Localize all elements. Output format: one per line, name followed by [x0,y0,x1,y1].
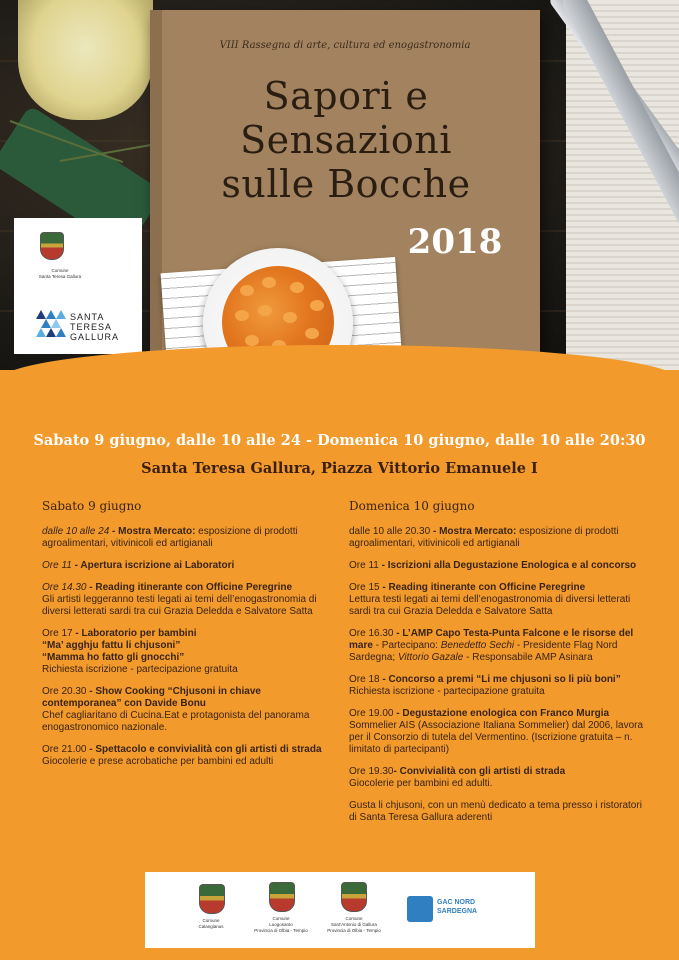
sponsors-footer [145,872,535,948]
santa-teresa-gallura-logo-text: SANTA TERESA GALLURA [70,312,120,342]
saturday-event-3: Ore 14.30 - Reading itinerante con Officine Peregrine Gli artisti leggeranno testi legati ai temi dell’enogastronomia di diversi letterati sardi tra cui Grazia Deledda e Salvatore Satta [42,582,317,617]
gac-logo-icon [407,896,433,922]
title-line-1: Sapori e [263,74,429,118]
saturday-event-2: Ore 11 - Apertura iscrizione ai Laboratori [42,560,235,571]
wine-glass-image [18,0,153,120]
saturday-event-5: Ore 20.30 - Show Cooking “Chjusoni in chiave contemporanea” con Davide Bonu Chef cagliaritano di Cucina.Eat e protagonista del panorama enogastronomico nazionale. [42,686,310,733]
santa-teresa-crest-icon [40,232,64,260]
saturday-event-4: Ore 17 - Laboratorio per bambini “Ma’ agghju fattu li chjusoni” “Mamma ho fatto gli gnocchi” Richiesta iscrizione - partecipazione gratuita [42,628,238,675]
sunday-event-1: dalle 10 alle 20.30 - Mostra Mercato: esposizione di prodotti agroalimentari, vitivinicoli ed artigianali [349,526,619,549]
santantonio-crest-icon [341,882,367,912]
event-title [160,74,532,206]
santantonio-caption: Comune Sant'Antonio di Gallura Provincia di Olbia - Tempio [327,916,381,933]
luogosanto-caption: Comune Luogosanto Provincia di Olbia - Tempio [254,916,308,933]
sunday-program [349,500,649,834]
title-line-2: Sensazioni [240,118,452,162]
sunday-closing-note: Gusta li chjusoni, con un menù dedicato a tema presso i ristoratori di Santa Teresa Gallura aderenti [349,800,642,823]
saturday-event-1: dalle 10 alle 24 - Mostra Mercato: esposizione di prodotti agroalimentari, vitivinicoli ed artigianali [42,526,298,549]
sunday-event-3: Ore 15 - Reading itinerante con Officine Peregrine Lettura testi legati ai temi dell’enogastronomia di diversi letterati sardi tra cui Grazia Deledda e Salvatore Satta [349,582,631,617]
event-subtitle: VIII Rassegna di arte, cultura ed enogastronomia [219,40,471,51]
sunday-heading: Domenica 10 giugno [349,499,475,513]
sunday-event-2: Ore 11 - Iscrizioni alla Degustazione Enologica e al concorso [349,560,637,571]
gac-logo-text: GAC NORD SARDEGNA [437,899,478,915]
sunday-event-6: Ore 19.00 - Degustazione enologica con Franco Murgia Sommelier AIS (Associazione Italiana Sommelier) dal 2006, lavora per il Consorzio di tutela del Vermentino. (Iscrizione gratuita – n. limitato di partecipanti) [349,708,644,755]
title-line-3: sulle Bocche [221,162,471,206]
comune-caption: Comune Santa Teresa Gallura [38,268,82,279]
calangianus-caption: Comune Calangianus [198,918,224,929]
header-photo [0,0,679,370]
saturday-heading: Sabato 9 giugno [42,499,142,513]
luogosanto-crest-icon [269,882,295,912]
event-dates: Sabato 9 giugno, dalle 10 alle 24 - Domenica 10 giugno, dalle 10 alle 20:30 [33,432,646,449]
sunday-event-5: Ore 18 - Concorso a premi “Li me chjusoni so li più boni” Richiesta iscrizione - partecipazione gratuita [349,674,621,697]
sunday-event-7: Ore 19.30- Convivialità con gli artisti di strada Giocolerie per bambini ed adulti. [349,766,566,789]
saturday-program [42,500,342,778]
event-year: 2018 [407,222,503,262]
sunday-event-4: Ore 16.30 - L’AMP Capo Testa-Punta Falcone e le risorse del mare - Partecipano: Benedetto Sechi - Presidente Flag Nord Sardegna; Vittorio Gazale - Responsabile AMP Asinara [349,628,634,663]
saturday-event-6: Ore 21.00 - Spettacolo e convivialità con gli artisti di strada Giocolerie e prese acrobatiche per bambini ed adulti [42,744,322,767]
event-location: Santa Teresa Gallura, Piazza Vittorio Emanuele I [141,460,538,477]
calangianus-crest-icon [199,884,225,914]
